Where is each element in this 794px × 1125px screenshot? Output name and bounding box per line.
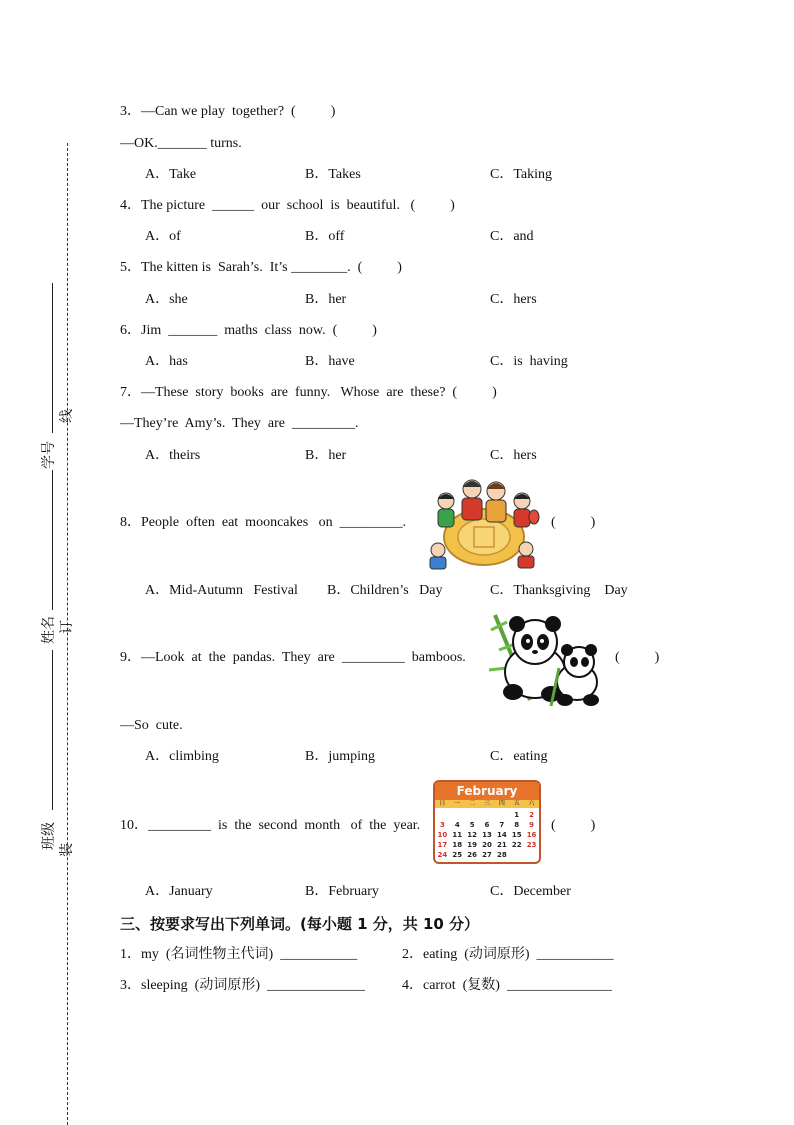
- q5-stem: 5．The kitten is Sarah’s. It’s ________. ( ): [120, 260, 402, 275]
- calendar-weekday-row: [435, 800, 539, 808]
- class-underline: [52, 650, 53, 810]
- february-calendar-picture: [433, 780, 541, 864]
- q10-answer-paren: ( ): [551, 818, 596, 833]
- section3-item-1[interactable]: 1．my (名词性物主代词) ___________: [120, 947, 358, 962]
- q4-stem: 4．The picture ______ our school is beautiful. ( ): [120, 198, 455, 213]
- q6-option-c[interactable]: C．is having: [490, 354, 568, 369]
- calendar-weekday: 日: [439, 800, 446, 807]
- student-id-label: 学号: [41, 441, 57, 469]
- binding-mark-mid: 订: [59, 620, 75, 634]
- section3-item-3[interactable]: 3．sleeping (动词原形) ______________: [120, 978, 365, 993]
- calendar-day: 15: [511, 831, 522, 839]
- calendar-day: [465, 810, 480, 820]
- calendar-day: 24: [437, 851, 448, 859]
- calendar-weekday: 四: [498, 800, 505, 807]
- calendar-day: [480, 810, 495, 820]
- calendar-day: 16: [526, 831, 537, 839]
- calendar-day-grid: [435, 808, 539, 860]
- q9-option-c[interactable]: C．eating: [490, 749, 548, 764]
- q4-option-a[interactable]: A．of: [145, 229, 181, 244]
- calendar-weekday: 三: [483, 800, 490, 807]
- section3-item-4[interactable]: 4．carrot (复数) _______________: [402, 978, 612, 993]
- calendar-day: [509, 850, 524, 860]
- q3-reply: —OK._______ turns.: [120, 136, 242, 151]
- calendar-day: 11: [452, 831, 463, 839]
- q8-option-c[interactable]: C．Thanksgiving Day: [490, 583, 628, 598]
- q9-reply: —So cute.: [120, 718, 183, 733]
- q7-option-c[interactable]: C．hers: [490, 448, 537, 463]
- binding-dashed-line: [67, 143, 68, 1125]
- section3-item-2[interactable]: 2．eating (动词原形) ___________: [402, 947, 614, 962]
- q3-option-c[interactable]: C．Taking: [490, 167, 553, 182]
- calendar-day: [524, 850, 539, 860]
- q9-stem: 9．—Look at the pandas. They are _________ bamboos.: [120, 650, 466, 665]
- q3-stem: 3．—Can we play together? ( ): [120, 104, 336, 119]
- calendar-day: 6: [484, 821, 490, 829]
- q10-option-a[interactable]: A．January: [145, 884, 213, 899]
- calendar-day: [450, 810, 465, 820]
- q5-option-c[interactable]: C．hers: [490, 292, 537, 307]
- calendar-day: 10: [437, 831, 448, 839]
- calendar-day: 27: [482, 851, 492, 859]
- q4-option-c[interactable]: C．and: [490, 229, 534, 244]
- q7-option-a[interactable]: A．theirs: [145, 448, 201, 463]
- calendar-day: 5: [469, 821, 475, 829]
- calendar-weekday: 二: [469, 800, 476, 807]
- calendar-day: [494, 810, 509, 820]
- calendar-day: 21: [496, 841, 507, 849]
- q9-answer-paren: ( ): [615, 650, 660, 665]
- binding-mark-bottom: 装: [59, 843, 75, 857]
- calendar-day: 18: [452, 841, 463, 849]
- calendar-day: [435, 810, 450, 820]
- calendar-day: 25: [452, 851, 463, 859]
- q9-option-a[interactable]: A．climbing: [145, 749, 219, 764]
- q10-option-c[interactable]: C．December: [490, 884, 571, 899]
- q7-reply: —They’re Amy’s. They are _________.: [120, 416, 359, 431]
- q7-option-b[interactable]: B．her: [305, 448, 347, 463]
- class-label: 班级: [41, 822, 57, 850]
- q6-option-b[interactable]: B．have: [305, 354, 355, 369]
- q6-option-a[interactable]: A．has: [145, 354, 188, 369]
- calendar-day: 12: [467, 831, 477, 839]
- calendar-day: 26: [467, 851, 477, 859]
- calendar-day: 14: [496, 831, 507, 839]
- binding-mark-top: 线: [59, 409, 75, 423]
- calendar-day: 23: [526, 841, 537, 849]
- q9-option-b[interactable]: B．jumping: [305, 749, 376, 764]
- calendar-day: 7: [499, 821, 505, 829]
- calendar-day: 19: [467, 841, 477, 849]
- calendar-day: 8: [514, 821, 520, 829]
- calendar-day: 17: [437, 841, 448, 849]
- calendar-day: 22: [511, 841, 522, 849]
- name-underline: [52, 470, 53, 610]
- calendar-weekday: 六: [528, 800, 535, 807]
- q10-option-b[interactable]: B．February: [305, 884, 379, 899]
- section3-heading: 三、按要求写出下列单词。(每小题 1 分，共 10 分）: [120, 915, 480, 933]
- q3-option-b[interactable]: B．Takes: [305, 167, 361, 182]
- q4-option-b[interactable]: B．off: [305, 229, 345, 244]
- q8-option-b[interactable]: B．Children’s Day: [327, 583, 443, 598]
- q6-stem: 6．Jim _______ maths class now. ( ): [120, 323, 377, 338]
- calendar-day: 2: [529, 811, 534, 819]
- calendar-day: 3: [439, 821, 445, 829]
- q8-stem: 8．People often eat mooncakes on _________.: [120, 515, 407, 530]
- q7-stem: 7．—These story books are funny. Whose are these? ( ): [120, 385, 497, 400]
- calendar-day: 4: [454, 821, 460, 829]
- calendar-weekday: 一: [454, 800, 461, 807]
- student-name-label: 姓名: [41, 616, 57, 644]
- q10-stem: 10．_________ is the second month of the year.: [120, 818, 421, 833]
- q5-option-a[interactable]: A．she: [145, 292, 188, 307]
- calendar-day: 28: [496, 851, 507, 859]
- id-underline: [52, 283, 53, 433]
- pandas-eating-bamboo-picture: [485, 610, 605, 708]
- q3-option-a[interactable]: A．Take: [145, 167, 197, 182]
- calendar-day: 13: [482, 831, 492, 839]
- q8-answer-paren: ( ): [551, 515, 596, 530]
- calendar-title: February: [435, 782, 539, 800]
- calendar-weekday: 五: [513, 800, 520, 807]
- calendar-day: 9: [529, 821, 534, 829]
- q5-option-b[interactable]: B．her: [305, 292, 347, 307]
- mid-autumn-family-picture: [424, 475, 544, 570]
- calendar-day: 20: [482, 841, 492, 849]
- calendar-day: 1: [514, 811, 520, 819]
- q8-option-a[interactable]: A．Mid-Autumn Festival: [145, 583, 298, 598]
